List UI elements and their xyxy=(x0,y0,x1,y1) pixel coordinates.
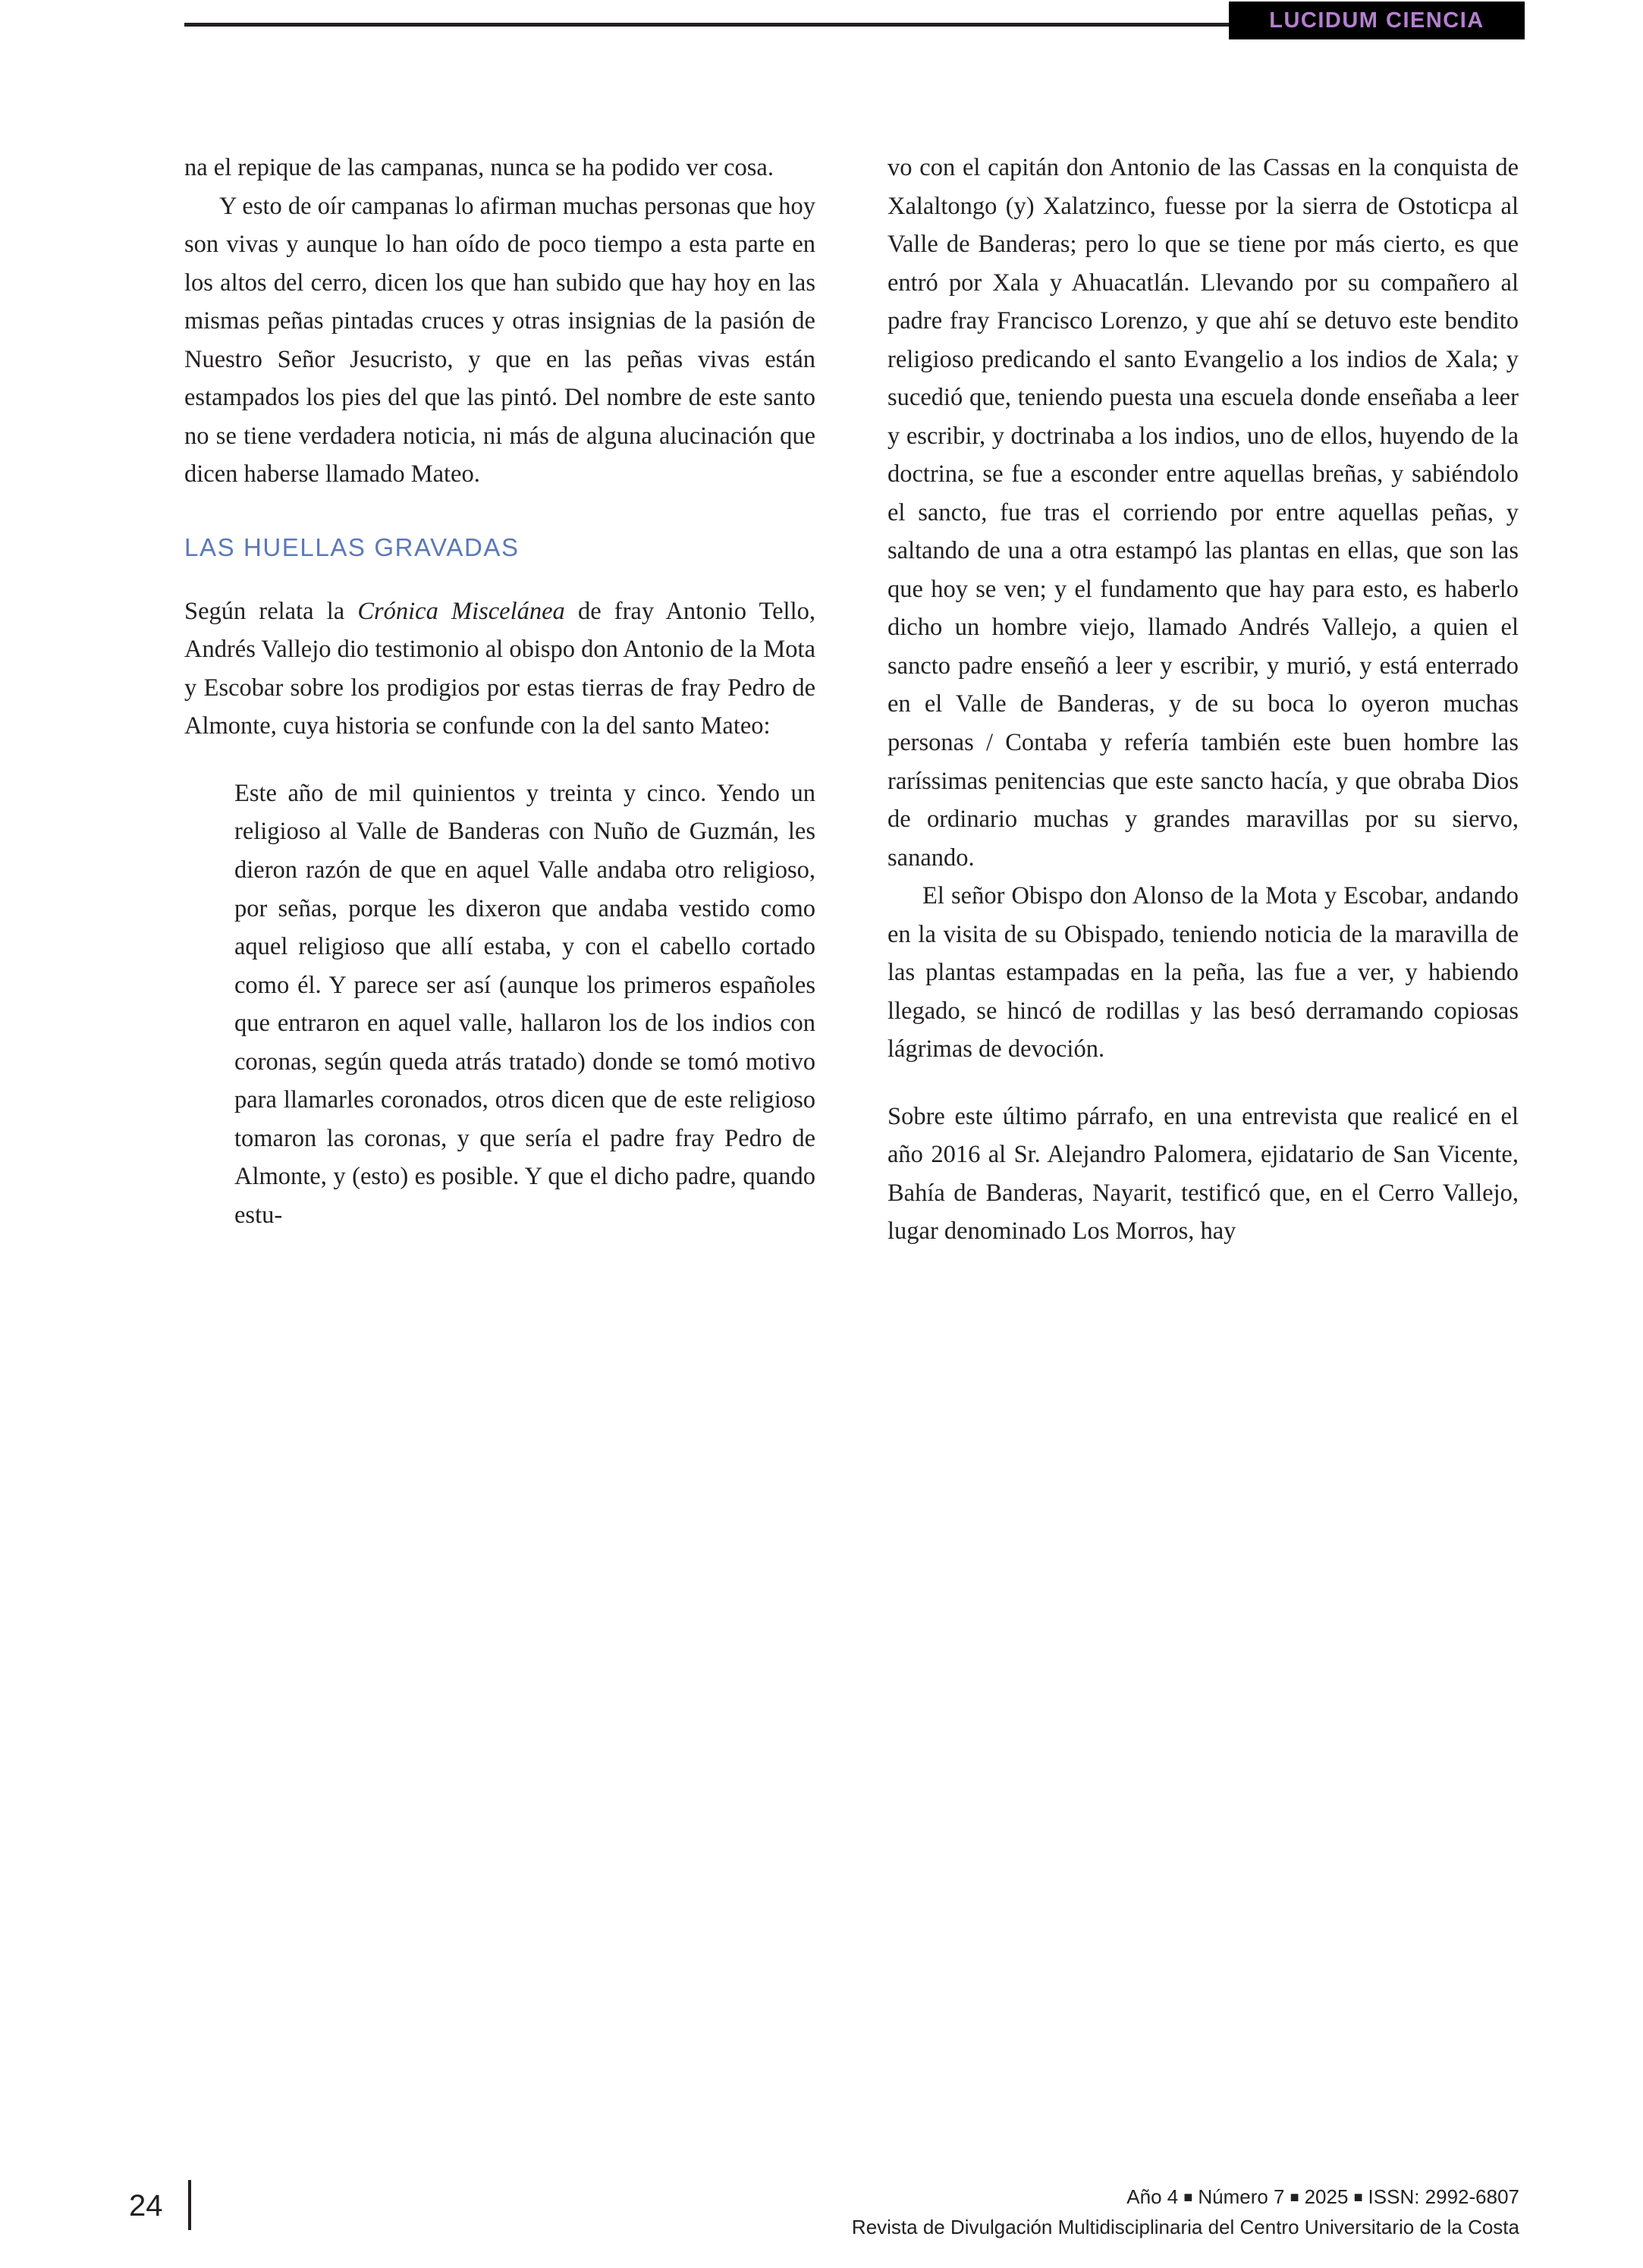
paragraph-entrevista: Sobre este último párrafo, en una entrevista que realicé en el año 2016 al Sr. Alejandro Palomera, ejidatario de San Vicente, Bahía de Banderas, Nayarit, testificó que, en el Cerro Vallejo, lugar denominado Los Morros, hay xyxy=(887,1102,1519,1246)
footer-issue-line xyxy=(852,2182,1519,2212)
bullet-separator-icon: ■ xyxy=(1290,2189,1299,2206)
footer-issn: ISSN: 2992-6807 xyxy=(1368,2185,1519,2208)
blockquote-text: Este año de mil quinientos y treinta y cinco. Yendo un religioso al Valle de Banderas con Nuño de Guzmán, les dieron razón de que en aquel Valle andaba otro religioso, por señas, porque les dixeron que andaba vestido como aquel religioso que allí estaba, y con el cabello cortado como él. Y parece ser así (aunque los primeros españoles que entraron en aquel valle, hallaron los de los indios con coronas, según queda atrás tratado) donde se tomó motivo para llamarles coronados, otros dicen que de este religioso tomaron las coronas, y que sería el padre fray Pedro de Almonte, y (esto) es posible. Y que el dicho padre, quando estu- xyxy=(234,779,815,1229)
journal-brand-tab xyxy=(1229,2,1525,39)
paragraph-continuation: na el repique de las campanas, nunca se ha podido ver cosa. xyxy=(184,154,774,181)
footer-date: 2025 xyxy=(1304,2185,1349,2208)
article-body xyxy=(184,149,1519,1251)
right-column xyxy=(887,149,1519,1251)
book-title-italic: Crónica Miscelánea xyxy=(357,597,565,625)
journal-brand-label: LUCIDUM CIENCIA xyxy=(1269,8,1484,33)
page-header xyxy=(0,0,1643,50)
bullet-separator-icon: ■ xyxy=(1183,2189,1193,2206)
footer-divider-rule xyxy=(188,2180,191,2230)
footer-issue: Número 7 xyxy=(1198,2185,1285,2208)
footer-metadata xyxy=(852,2182,1519,2243)
left-column xyxy=(184,149,815,1251)
bullet-separator-icon: ■ xyxy=(1353,2189,1363,2206)
page-footer xyxy=(0,2145,1643,2268)
blockquote-cronica xyxy=(184,774,815,1234)
page-number: 24 xyxy=(129,2189,163,2222)
paragraph-cronica-intro-part2: de fray Antonio Tello, Andrés Vallejo dio testimonio al obispo don Antonio de la Mota y Escobar sobre los prodigios por estas tierras de fray Pedro de Almonte, cuya historia se confunde con la del santo Mateo: xyxy=(184,597,815,740)
paragraph-cronica-intro xyxy=(184,592,815,746)
footer-year: Año 4 xyxy=(1126,2185,1179,2208)
paragraph-cronica-intro-part1: Según relata la xyxy=(184,597,358,625)
blockquote-continuation: vo con el capitán don Antonio de las Cassas en la conquista de Xalaltongo (y) Xalatzinco, fuesse por la sierra de Ostoticpa al Valle de Banderas; pero lo que se tiene por más cierto, es que entró por Xala y Ahuacatlán. Llevando por su compañero al padre fray Francisco Lorenzo, y que ahí se detuvo este bendito religioso predicando el santo Evangelio a los indios de Xala; y sucedió que, teniendo puesta una escuela donde enseñaba a leer y escribir, y doctrinaba a los indios, uno de ellos, huyendo de la doctrina, se fue a esconder entre aquellas breñas, y sabiéndolo el sancto, fue tras el corriendo por entre aquellas peñas, y saltando de una a otra estampó las plantas en ellas, que son las que hoy se ven; y el fundamento que hay para esto, es haberlo dicho un hombre viejo, llamado Andrés Vallejo, a quien el sancto padre enseñó a leer y escribir, y murió, y está enterrado en el Valle de Banderas, y de su boca lo oyeron muchas personas / Contaba y refería también este buen hombre las raríssimas penitencias que este sancto hacía, y que obraba Dios de ordinario muchas y grandes maravillas por su siervo, sanando. xyxy=(887,154,1519,872)
footer-journal-line: Revista de Divulgación Multidisciplinaria del Centro Universitario de la Costa xyxy=(851,2216,1519,2239)
paragraph-bells-testimony: Y esto de oír campanas lo afirman muchas personas que hoy son vivas y aunque lo han oído de poco tiempo a esta parte en los altos del cerro, dicen los que han subido que hay hoy en las mismas peñas pintadas cruces y otras insignias de la pasión de Nuestro Señor Jesucristo, y que en las peñas vivas están estampados los pies del que las pintó. Del nombre de este santo no se tiene verdadera noticia, ni más de alguna alucinación que dicen haberse llamado Mateo. xyxy=(184,192,815,488)
blockquote-paragraph-obispo: El señor Obispo don Alonso de la Mota y Escobar, andando en la visita de su Obispado, teniendo noticia de la maravilla de las plantas estampadas en la peña, las fue a ver, y habiendo llegado, se hincó de rodillas y las besó derramando copiosas lágrimas de devoción. xyxy=(887,882,1519,1063)
section-heading-las-huellas-gravadas: LAS HUELLAS GRAVADAS xyxy=(184,532,520,561)
